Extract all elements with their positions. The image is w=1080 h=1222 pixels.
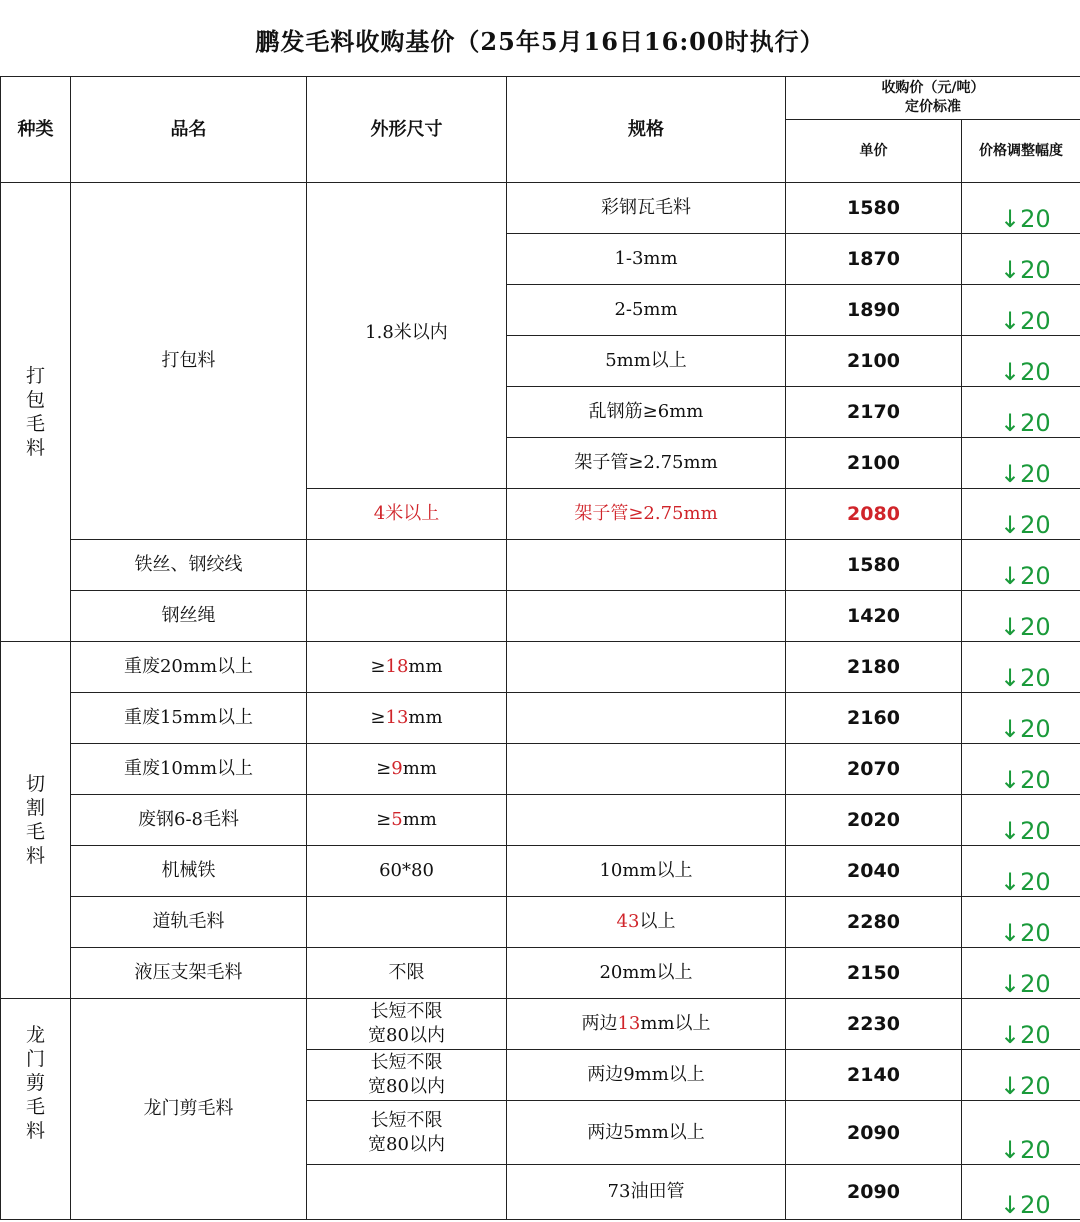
- name-cell: 铁丝、钢绞线: [71, 540, 307, 591]
- price-cell: 1870: [786, 234, 962, 285]
- size-prefix: ≥: [376, 758, 392, 779]
- spec-cell: 73油田管: [507, 1165, 786, 1220]
- header-adjust: 价格调整幅度: [962, 120, 1080, 183]
- table-row: [1, 693, 1080, 744]
- price-cell: 2100: [786, 438, 962, 489]
- category-gantry: 龙 门 剪 毛 料: [1, 999, 71, 1220]
- size-value: 18: [385, 656, 409, 677]
- table-row: [1, 999, 1080, 1050]
- price-cell: 1580: [786, 183, 962, 234]
- table-row: [1, 642, 1080, 693]
- header-price-title: 收购价（元/吨）: [881, 80, 985, 96]
- change-cell: ↓20: [962, 387, 1080, 438]
- size-cell: [307, 1165, 507, 1220]
- name-cell: 液压支架毛料: [71, 948, 307, 999]
- size-unit: mm: [402, 758, 437, 779]
- header-kind: 种类: [1, 77, 71, 183]
- spec-cell: 彩钢瓦毛料: [507, 183, 786, 234]
- name-cell: 机械铁: [71, 846, 307, 897]
- size-cell: 长短不限 宽80以内: [307, 999, 507, 1050]
- size-value: 5: [391, 809, 403, 830]
- change-cell: ↓20: [962, 591, 1080, 642]
- spec-cell: 两边9mm以上: [507, 1050, 786, 1101]
- price-cell: 2180: [786, 642, 962, 693]
- spec-cell: 架子管≥2.75mm: [507, 489, 786, 540]
- change-cell: ↓20: [962, 846, 1080, 897]
- spec-cell: [507, 591, 786, 642]
- spec-suffix: mm以上: [640, 1013, 711, 1034]
- price-cell: 2150: [786, 948, 962, 999]
- change-cell: ↓20: [962, 285, 1080, 336]
- header-size: 外形尺寸: [307, 77, 507, 183]
- size-cell: [307, 642, 507, 693]
- change-cell: ↓20: [962, 1101, 1080, 1165]
- page-title: 鹏发毛料收购基价（25年5月16日16:00时执行）: [255, 27, 825, 56]
- price-cell: 1580: [786, 540, 962, 591]
- price-cell: 2020: [786, 795, 962, 846]
- spec-cell: 2-5mm: [507, 285, 786, 336]
- size-cell: [307, 591, 507, 642]
- header-spec: 规格: [507, 77, 786, 183]
- price-cell: 2140: [786, 1050, 962, 1101]
- name-cell: 钢丝绳: [71, 591, 307, 642]
- spec-cell: 20mm以上: [507, 948, 786, 999]
- spec-cell: 乱钢筋≥6mm: [507, 387, 786, 438]
- price-cell: 2280: [786, 897, 962, 948]
- header-name: 品名: [71, 77, 307, 183]
- name-cell: 废钢6-8毛料: [71, 795, 307, 846]
- change-cell: ↓20: [962, 693, 1080, 744]
- spec-suffix: 以上: [639, 911, 676, 932]
- spec-value: 43: [616, 911, 640, 932]
- spec-cell: 两边5mm以上: [507, 1101, 786, 1165]
- spec-prefix: 两边: [581, 1013, 618, 1034]
- change-cell: ↓20: [962, 642, 1080, 693]
- header-unit-price: 单价: [786, 120, 962, 183]
- size-prefix: ≥: [370, 656, 386, 677]
- spec-cell: [507, 693, 786, 744]
- spec-cell: [507, 795, 786, 846]
- size-cell: 60*80: [307, 846, 507, 897]
- size-unit: mm: [408, 707, 443, 728]
- change-cell: ↓20: [962, 1165, 1080, 1220]
- header-price-group: [786, 77, 1080, 120]
- change-cell: ↓20: [962, 234, 1080, 285]
- table-row: [1, 183, 1080, 234]
- price-cell: 2040: [786, 846, 962, 897]
- table-row: [1, 540, 1080, 591]
- price-cell: 2160: [786, 693, 962, 744]
- change-cell: ↓20: [962, 183, 1080, 234]
- price-cell: 2170: [786, 387, 962, 438]
- size-unit: mm: [408, 656, 443, 677]
- spec-cell: 10mm以上: [507, 846, 786, 897]
- table-row: [1, 795, 1080, 846]
- table-row: [1, 744, 1080, 795]
- change-cell: ↓20: [962, 438, 1080, 489]
- spec-value: 13: [617, 1013, 641, 1034]
- size-prefix: ≥: [376, 809, 392, 830]
- size-cell: [307, 897, 507, 948]
- table-row: [1, 591, 1080, 642]
- size-unit: mm: [402, 809, 437, 830]
- name-cell: 重废10mm以上: [71, 744, 307, 795]
- size-cell: 4米以上: [307, 489, 507, 540]
- size-cell: 长短不限 宽80以内: [307, 1101, 507, 1165]
- size-cell: [307, 795, 507, 846]
- change-cell: ↓20: [962, 999, 1080, 1050]
- spec-cell: [507, 999, 786, 1050]
- price-cell: 2080: [786, 489, 962, 540]
- change-cell: ↓20: [962, 897, 1080, 948]
- size-cell: 长短不限 宽80以内: [307, 1050, 507, 1101]
- size-cell: [307, 744, 507, 795]
- table-row: [1, 948, 1080, 999]
- name-cell: 打包料: [71, 183, 307, 540]
- price-cell: 2090: [786, 1165, 962, 1220]
- name-cell: 重废15mm以上: [71, 693, 307, 744]
- spec-cell: [507, 540, 786, 591]
- size-value: 13: [385, 707, 409, 728]
- change-cell: ↓20: [962, 795, 1080, 846]
- size-cell: 不限: [307, 948, 507, 999]
- category-cut: 切 割 毛 料: [1, 642, 71, 999]
- spec-cell: [507, 642, 786, 693]
- table-row: [1, 846, 1080, 897]
- spec-cell: 5mm以上: [507, 336, 786, 387]
- price-cell: 1420: [786, 591, 962, 642]
- price-cell: 2070: [786, 744, 962, 795]
- spec-cell: 架子管≥2.75mm: [507, 438, 786, 489]
- price-cell: 2230: [786, 999, 962, 1050]
- price-table: [0, 76, 1080, 1220]
- name-cell: 道轨毛料: [71, 897, 307, 948]
- change-cell: ↓20: [962, 1050, 1080, 1101]
- size-cell: [307, 693, 507, 744]
- header-price-basis: 定价标准: [905, 99, 961, 115]
- size-prefix: ≥: [370, 707, 386, 728]
- spec-cell: [507, 744, 786, 795]
- spec-cell: 1-3mm: [507, 234, 786, 285]
- size-value: 9: [391, 758, 403, 779]
- category-pack: 打 包 毛 料: [1, 183, 71, 642]
- change-cell: ↓20: [962, 336, 1080, 387]
- price-cell: 2090: [786, 1101, 962, 1165]
- change-cell: ↓20: [962, 948, 1080, 999]
- price-cell: 1890: [786, 285, 962, 336]
- change-cell: ↓20: [962, 540, 1080, 591]
- name-cell: 龙门剪毛料: [71, 999, 307, 1220]
- size-cell: [307, 540, 507, 591]
- table-row: [1, 897, 1080, 948]
- size-cell: 1.8米以内: [307, 183, 507, 489]
- spec-cell: [507, 897, 786, 948]
- price-cell: 2100: [786, 336, 962, 387]
- change-cell: ↓20: [962, 744, 1080, 795]
- change-cell: ↓20: [962, 489, 1080, 540]
- name-cell: 重废20mm以上: [71, 642, 307, 693]
